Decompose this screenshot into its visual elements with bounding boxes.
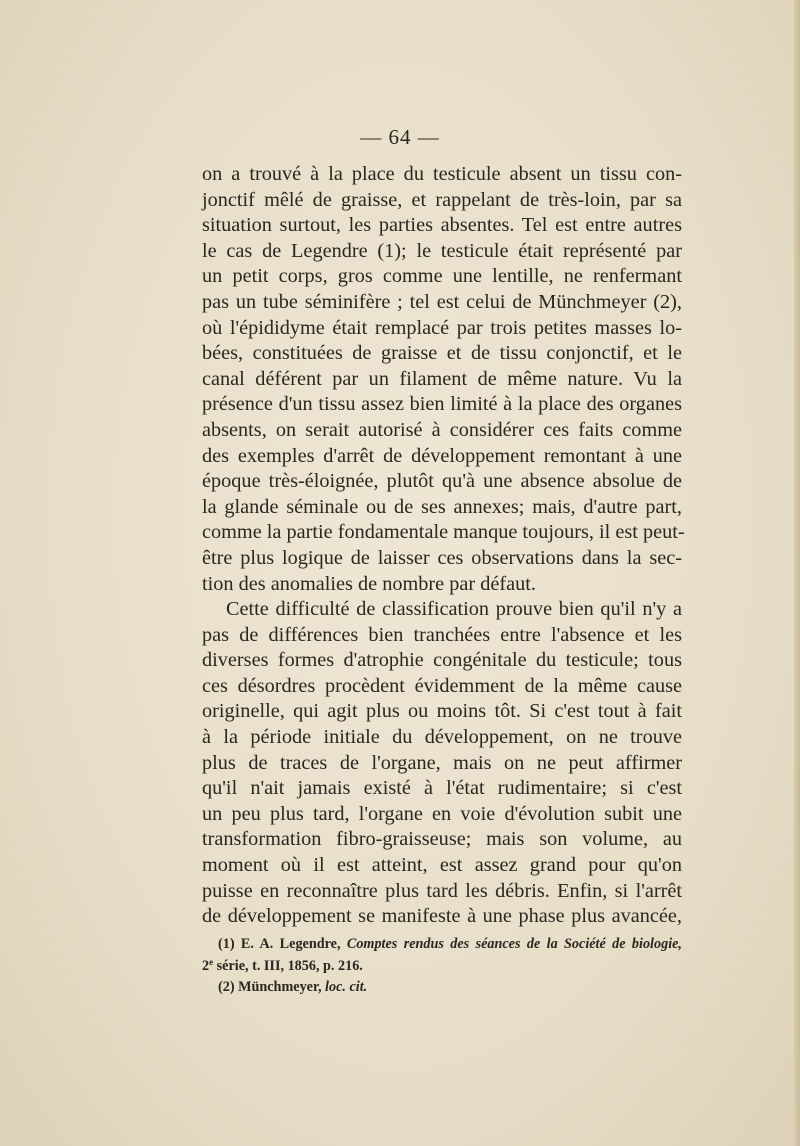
text-line: bées, constituées de graisse et de tissu conjonctif, et le: [202, 342, 682, 365]
text-line: qu'il n'ait jamais existé à l'état rudimentaire; si c'est: [202, 777, 682, 800]
text-line: transformation fibro-graisseuse; mais son volume, au: [202, 828, 682, 851]
footnote-1-author: (1) E. A. Legendre,: [218, 936, 347, 952]
text-line: présence d'un tissu assez bien limité à la place des organes: [202, 393, 682, 416]
text-line: puisse en reconnaître plus tard les débris. Enfin, si l'arrêt: [202, 879, 682, 902]
text-line: moment où il est atteint, est assez grand pour qu'on: [202, 854, 682, 877]
text-line: des exemples d'arrêt de développement remontant à une: [202, 444, 682, 467]
footnote-1-title: Comptes rendus des séances de la Société de biologie,: [346, 936, 682, 952]
text-line: plus de traces de l'organe, mais on ne peut affirmer: [202, 751, 682, 774]
text-line: diverses formes d'atrophie congénitale du testicule; tous: [202, 649, 682, 672]
text-line: comme la partie fondamentale manque toujours, il est peut-: [202, 521, 685, 544]
text-line: le cas de Legendre (1); le testicule était représenté par: [202, 239, 682, 262]
text-line: on a trouvé à la place du testicule absent un tissu con-: [202, 163, 682, 185]
footnote-1: [202, 934, 682, 956]
text-line: de développement se manifeste à une phase plus avancée,: [202, 905, 682, 928]
footnote-2-ref: loc. cit.: [325, 979, 368, 995]
page-edge: [794, 0, 800, 1146]
text-line: où l'épididyme était remplacé par trois petites masses lo-: [202, 316, 682, 339]
main-text: [202, 162, 685, 930]
text-line: Cette difficulté de classification prouve bien qu'il n'y a: [226, 598, 682, 621]
text-line: pas de différences bien tranchées entre l'absence et les: [202, 623, 682, 646]
text-line: originelle, qui agit plus ou moins tôt. Si c'est tout à fait: [202, 700, 682, 723]
footnote-1-superscript: e: [209, 956, 214, 967]
footnote-2-author: (2) Münchmeyer,: [218, 979, 326, 995]
text-line: tion des anomalies de nombre par défaut.: [202, 572, 536, 595]
text-line: époque très-éloignée, plutôt qu'à une absence absolue de: [202, 470, 682, 493]
text-line: canal déférent par un filament de même nature. Vu la: [202, 367, 682, 390]
text-line: jonctif mêlé de graisse, et rappelant de très-loin, par sa: [202, 188, 682, 211]
footnote-1-series-number: 2: [202, 957, 210, 974]
text-line: situation surtout, les parties absentes. Tel est entre autres: [202, 214, 682, 237]
text-line: à la période initiale du développement, on ne trouve: [202, 726, 682, 749]
footnote-2: [202, 977, 682, 999]
text-line: un petit corps, gros comme une lentille, ne renfermant: [202, 265, 682, 288]
text-line: pas un tube séminifère ; tel est celui de Münchmeyer (2),: [202, 290, 682, 313]
footnotes: [202, 934, 682, 999]
page-number-header: — 64 —: [360, 125, 440, 149]
footnote-1-details: série, t. III, 1856, p. 216.: [213, 957, 363, 974]
text-line: la glande séminale ou de ses annexes; mais, d'autre part,: [202, 495, 682, 518]
text-line: être plus logique de laisser ces observations dans la sec-: [202, 546, 682, 569]
text-line: absents, on serait autorisé à considérer ces faits comme: [202, 418, 682, 441]
footnote-1-continued: [202, 956, 682, 978]
text-line: ces désordres procèdent évidemment de la même cause: [202, 674, 682, 697]
text-line: un peu plus tard, l'organe en voie d'évolution subit une: [202, 802, 682, 825]
